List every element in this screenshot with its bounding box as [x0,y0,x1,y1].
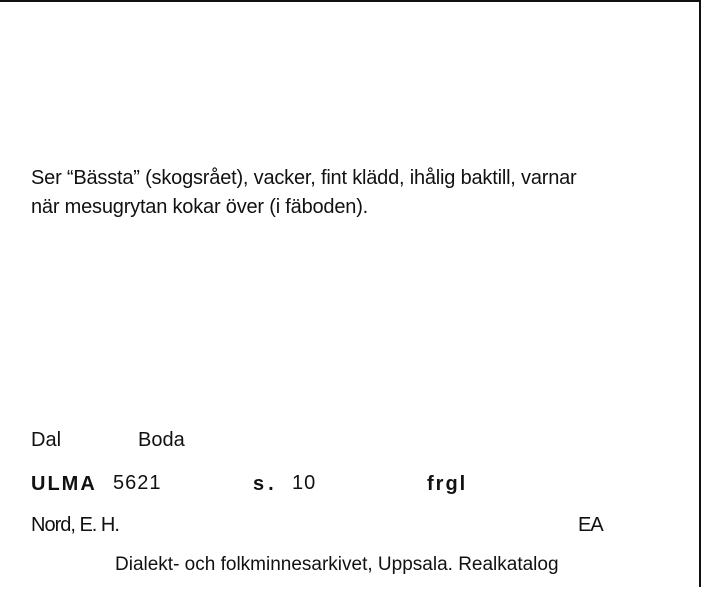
archive-footer: Dialekt- och folkminnesarkivet, Uppsala. Realkatalog [115,554,559,575]
category-code: frgl [427,473,468,495]
description-line-2: när mesugrytan kokar över (i fäboden). [31,196,369,218]
record-number: 5621 [113,472,162,494]
parish-label: Boda [138,429,185,451]
page-number: 10 [292,472,317,494]
initials: EA [578,514,603,536]
province-label: Dal [31,429,62,451]
description-text [31,164,681,222]
recorder-name: Nord, E. H. [31,514,119,536]
description-line-1: Ser “Bässta” (skogsrået), vacker, fint klädd, ihålig baktill, varnar [31,167,577,189]
page-label: s. [253,473,278,495]
archive-code: ULMA [31,473,97,495]
